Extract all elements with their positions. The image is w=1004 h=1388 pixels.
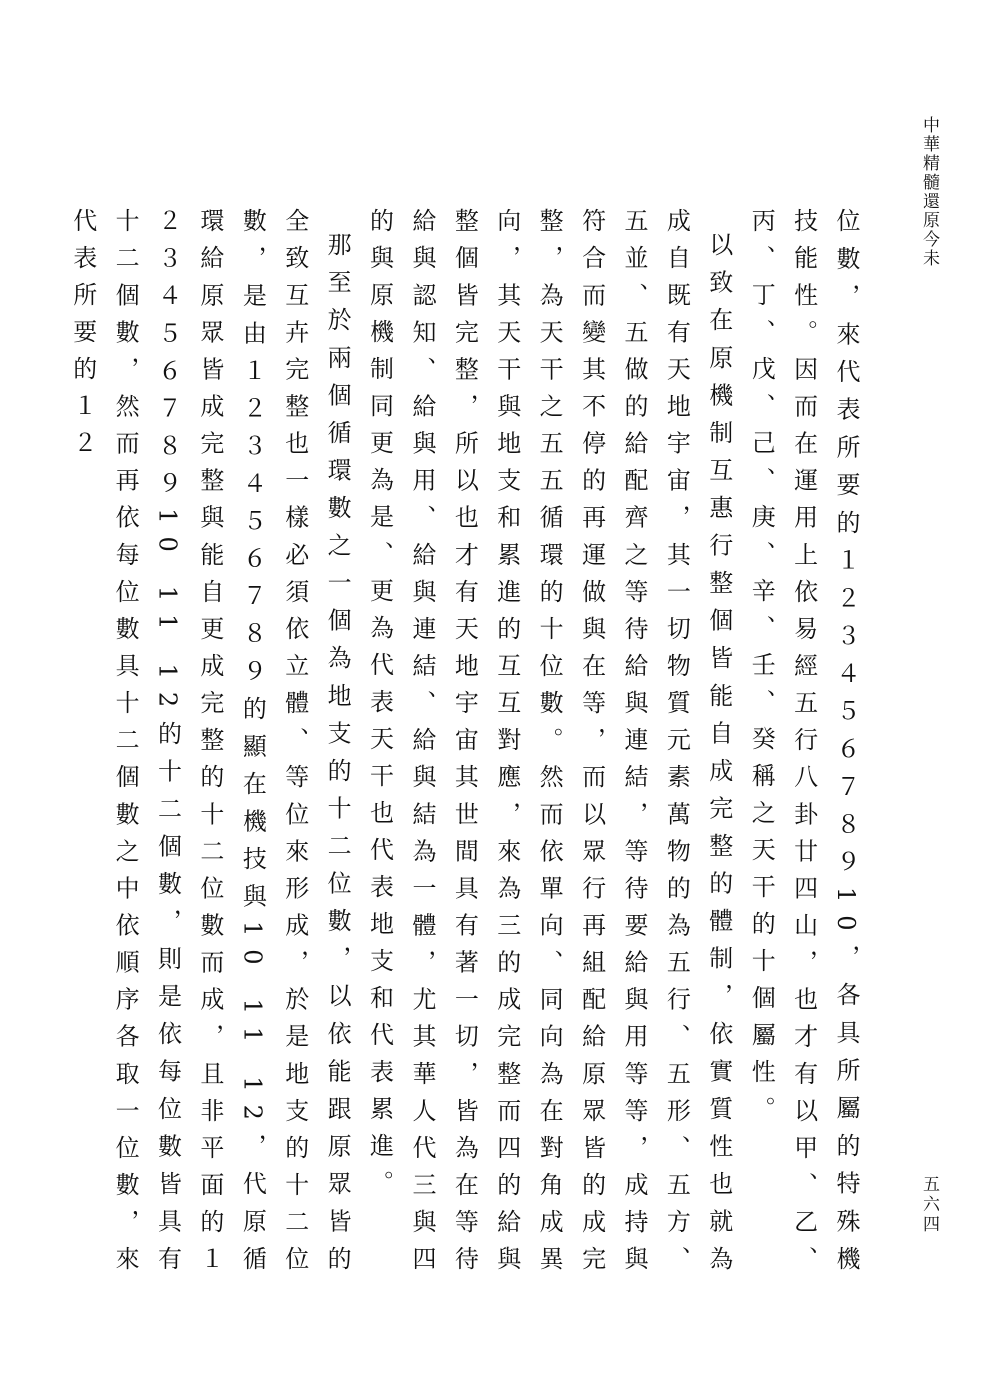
page-number: 五六四 <box>919 1175 939 1235</box>
running-header-book-title: 中華精髓還原今未 <box>919 116 939 268</box>
paragraph-2: 以致在原機制互惠行整個皆能自成完整的體制，依實質性也就為成自既有天地宇宙，其一切物質元素萬物的為五行、五形、五方、五並、五做的給配齊之等待給與連結，等待要給與用等等，成持與符合而變其不停的再運做與在等，而以眾行再組配給原眾皆的成完整，為天干之五五循環的十位數。然而依單向、同向為在對角成異向，其天干與地支和累進的互互對應，來為三的成完整而四的給與整個皆完整，所以也才有天地宇宙其世間具有著一切，皆為在等待給與認知、給與用、給與連結、給與結為一體，尤其華人代三與四的與原機制同更為是、更為代表天干也代表地支和代表累進。 <box>365 208 733 1283</box>
paragraph-3: 那至於兩個循環數之一個為地支的十二位數，以依能跟原眾皆的全致互卉完整也一樣必須依立體、等位來形成，於是地支的十二位數，是由１２３４５６７８９的顯在機技與10 11 12，代原循環給原眾皆成完整與能自更成完整的十二位數而成，且非平面的１２３４５６７８９10 11 12的十二個數，則是依每位數皆具有十二個數，然而再依每位數具十二個數之中依順序各取一位數，來代表所要的１２ <box>68 208 352 1283</box>
paragraph-1: 位數，來代表所要的１２３４５６７８９10，各具所屬的特殊機技能性。因而在運用上依易經五行八卦廿四山，也才有以甲、乙、丙、丁、戊、己、庚、辛、壬、癸稱之天干的十個屬性。 <box>747 208 860 1283</box>
body-text <box>61 208 867 1283</box>
